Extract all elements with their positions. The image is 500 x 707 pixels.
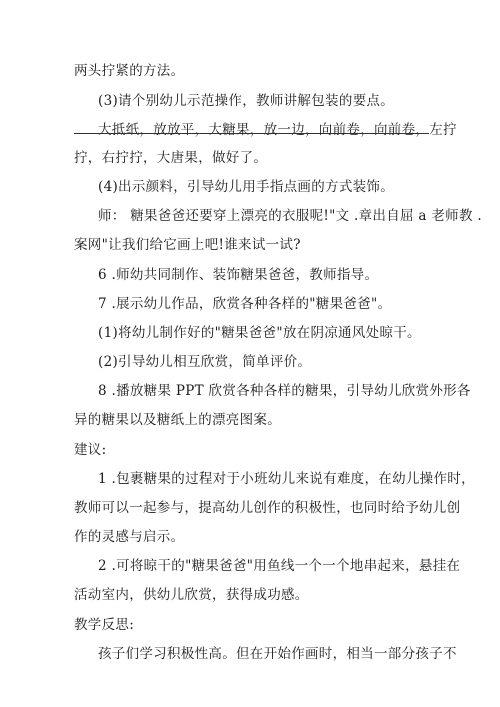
text-line: 教师可以一起参与，提高幼儿创作的积极性，也同时给予幼儿创 — [74, 500, 461, 516]
text-line: 拧，右拧拧，大唐果，做好了。 — [74, 150, 268, 166]
section-heading: 教学反思: — [74, 617, 135, 633]
text-line: 案网"让我们给它画上吧!谁来试一试? — [74, 237, 301, 253]
text-line: (3)请个别幼儿示范操作，教师讲解包装的要点。 — [98, 93, 395, 109]
text-line: (4)出示颜料，引导幼儿用手指点画的方式装饰。 — [98, 179, 395, 195]
text-line: 师： 糖果爸爸还要穿上漂亮的衣服呢!"文 .章出自屈 a 老师教 . — [98, 208, 482, 224]
text-line: (2)引导幼儿相互欣赏，简单评价。 — [98, 354, 312, 370]
text-line: 两头拧紧的方法。 — [74, 63, 185, 79]
text-line: (1)将幼儿制作好的"糖果爸爸"放在阴凉通风处晾干。 — [98, 325, 421, 341]
text-line: 异的糖果以及糖纸上的漂亮图案。 — [74, 412, 281, 428]
text-line: 活动室内，供幼儿欣赏，获得成功感。 — [74, 587, 309, 603]
text-line: 8 .播放糖果 PPT 欣赏各种各样的糖果，引导幼儿欣赏外形各 — [98, 383, 471, 399]
text-line: 7 .展示幼儿作品，欣赏各种各样的"糖果爸爸"。 — [98, 296, 392, 312]
text-line: 1 .包裹糖果的过程对于小班幼儿来说有难度，在幼儿操作时， — [98, 471, 475, 487]
text-line: 作的灵感与启示。 — [74, 529, 185, 545]
text-line: 6 .师幼共同制作、装饰糖果爸爸，教师指导。 — [98, 267, 379, 283]
section-heading: 建议: — [74, 442, 107, 458]
text-line: 大抵纸，放放平，大糖果，放一边，向前卷，向前卷，左拧 — [98, 122, 457, 138]
text-line: 孩子们学习积极性高。但在开始作画时，相当一部分孩子不 — [98, 646, 457, 662]
text-line: 2 .可将晾干的"糖果爸爸"用鱼线一个一个地串起来，悬挂在 — [98, 558, 461, 574]
underline-rule — [74, 133, 429, 134]
